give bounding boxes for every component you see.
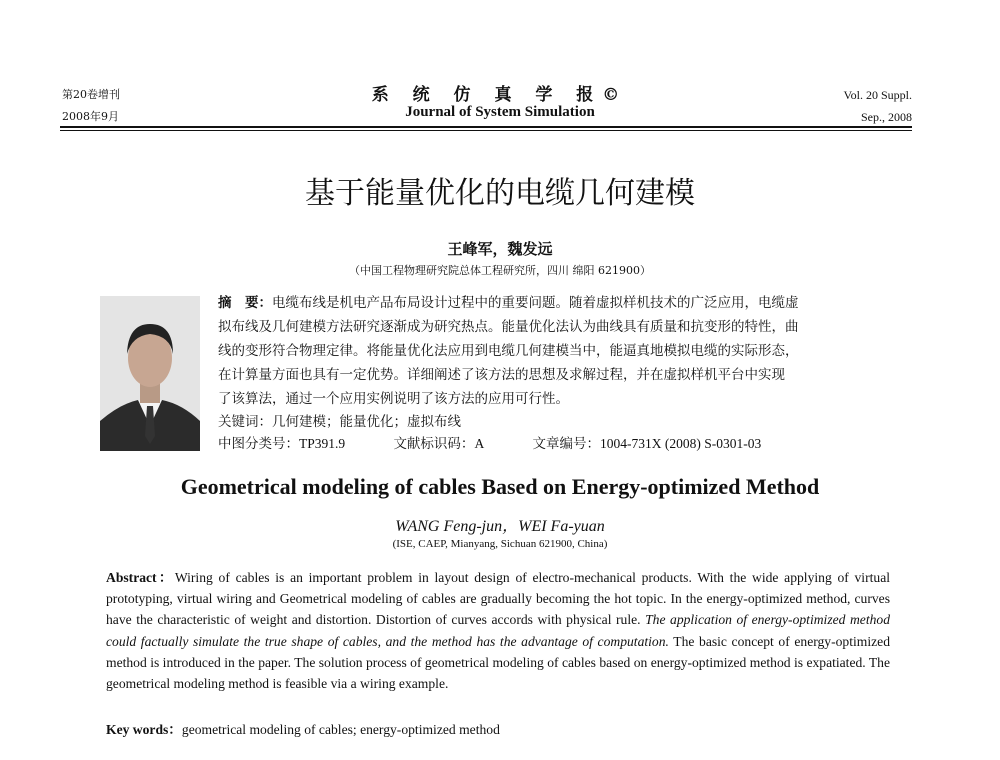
keywords-cn [218, 410, 461, 430]
title-en: Geometrical modeling of cables Based on Energy-optimized Method [180, 474, 820, 499]
title-cn: 基于能量优化的电缆几何建模 [305, 176, 695, 211]
authors-cn: 王峰军，魏发远 [447, 240, 553, 258]
journal-name-cn: 系 统 仿 真 学 报© [371, 85, 629, 105]
author-photo [100, 296, 200, 451]
abstract-en-text: The basic concept of energy-optimized method is introduced in the paper. The solution process of geometrical modeling of cables based on energy-optimized method is expatiated. The geometrical modeling method is feasible via a wiring example. [106, 633, 890, 692]
keywords-en-label: Key words： [106, 722, 182, 737]
keywords-cn-label: 关键词： [218, 414, 272, 430]
abstract-cn-line: 了该算法，通过一个应用实例说明了该方法的应用可行性。 [218, 391, 569, 407]
article-no-value: 1004-731X (2008) S-0301-03 [599, 436, 762, 451]
date-cn: 2008年9月 [62, 110, 119, 123]
abstract-cn-line [218, 291, 799, 311]
volume-en: Vol. 20 Suppl. [843, 88, 912, 102]
affiliation-cn: （中国工程物理研究院总体工程研究所，四川 绵阳 621900） [349, 264, 651, 277]
affiliation-en: (ISE, CAEP, Mianyang, Sichuan 621900, China) [392, 538, 608, 550]
keywords-cn-value: 几何建模；能量优化；虚拟布线 [272, 414, 461, 430]
header-rule [60, 126, 912, 131]
abstract-cn-label: 摘 要： [218, 295, 272, 311]
keywords-en-value: geometrical modeling of cables; energy-optimized method [181, 722, 500, 737]
abstract-en [106, 567, 890, 694]
keywords-en [106, 718, 500, 738]
abstract-cn-line: 在计算量方面也具有一定优势。详细阐述了该方法的思想及求解过程，并在虚拟样机平台中实现 [218, 367, 785, 383]
doc-code-value: A [474, 436, 485, 451]
article-no-label: 文章编号： [532, 436, 600, 452]
date-en: Sep., 2008 [861, 110, 912, 124]
volume-cn: 第20卷增刊 [62, 88, 120, 101]
clc-value: TP391.9 [299, 436, 346, 451]
abstract-en-italic: The application of energy-optimized method could factually simulate the true shape of cables, and the method has the advantage of computation. [106, 612, 890, 649]
clc-label: 中图分类号： [218, 436, 299, 452]
abstract-cn-line: 拟布线及几何建模方法研究逐渐成为研究热点。能量优化法认为曲线具有质量和抗变形的特性，曲 [218, 319, 799, 335]
abstract-cn-line: 线的变形符合物理定律。将能量优化法应用到电缆几何建模当中，能逼真地模拟电缆的实际形态， [218, 343, 799, 359]
classification-row [218, 432, 761, 452]
journal-name-en: Journal of System Simulation [405, 104, 595, 120]
abstract-en-text: Wiring of cables is an important problem in layout design of electro-mechanical products. With the wide applying of virtual prototyping, virtual wiring and Geometrical modeling of cables are gradually becoming the hot topic. In the energy-optimized method, curves have the characteristic of weight and distortion. Distortion of curves accords with physical rule. [106, 570, 890, 628]
doc-code-label: 文献标识码： [393, 436, 475, 452]
authors-en: WANG Feng-jun，WEI Fa-yuan [395, 518, 605, 535]
abstract-en-label: Abstract： [106, 570, 175, 585]
abstract-cn-text: 电缆布线是机电产品布局设计过程中的重要问题。随着虚拟样机技术的广泛应用，电缆虚 [272, 295, 799, 311]
